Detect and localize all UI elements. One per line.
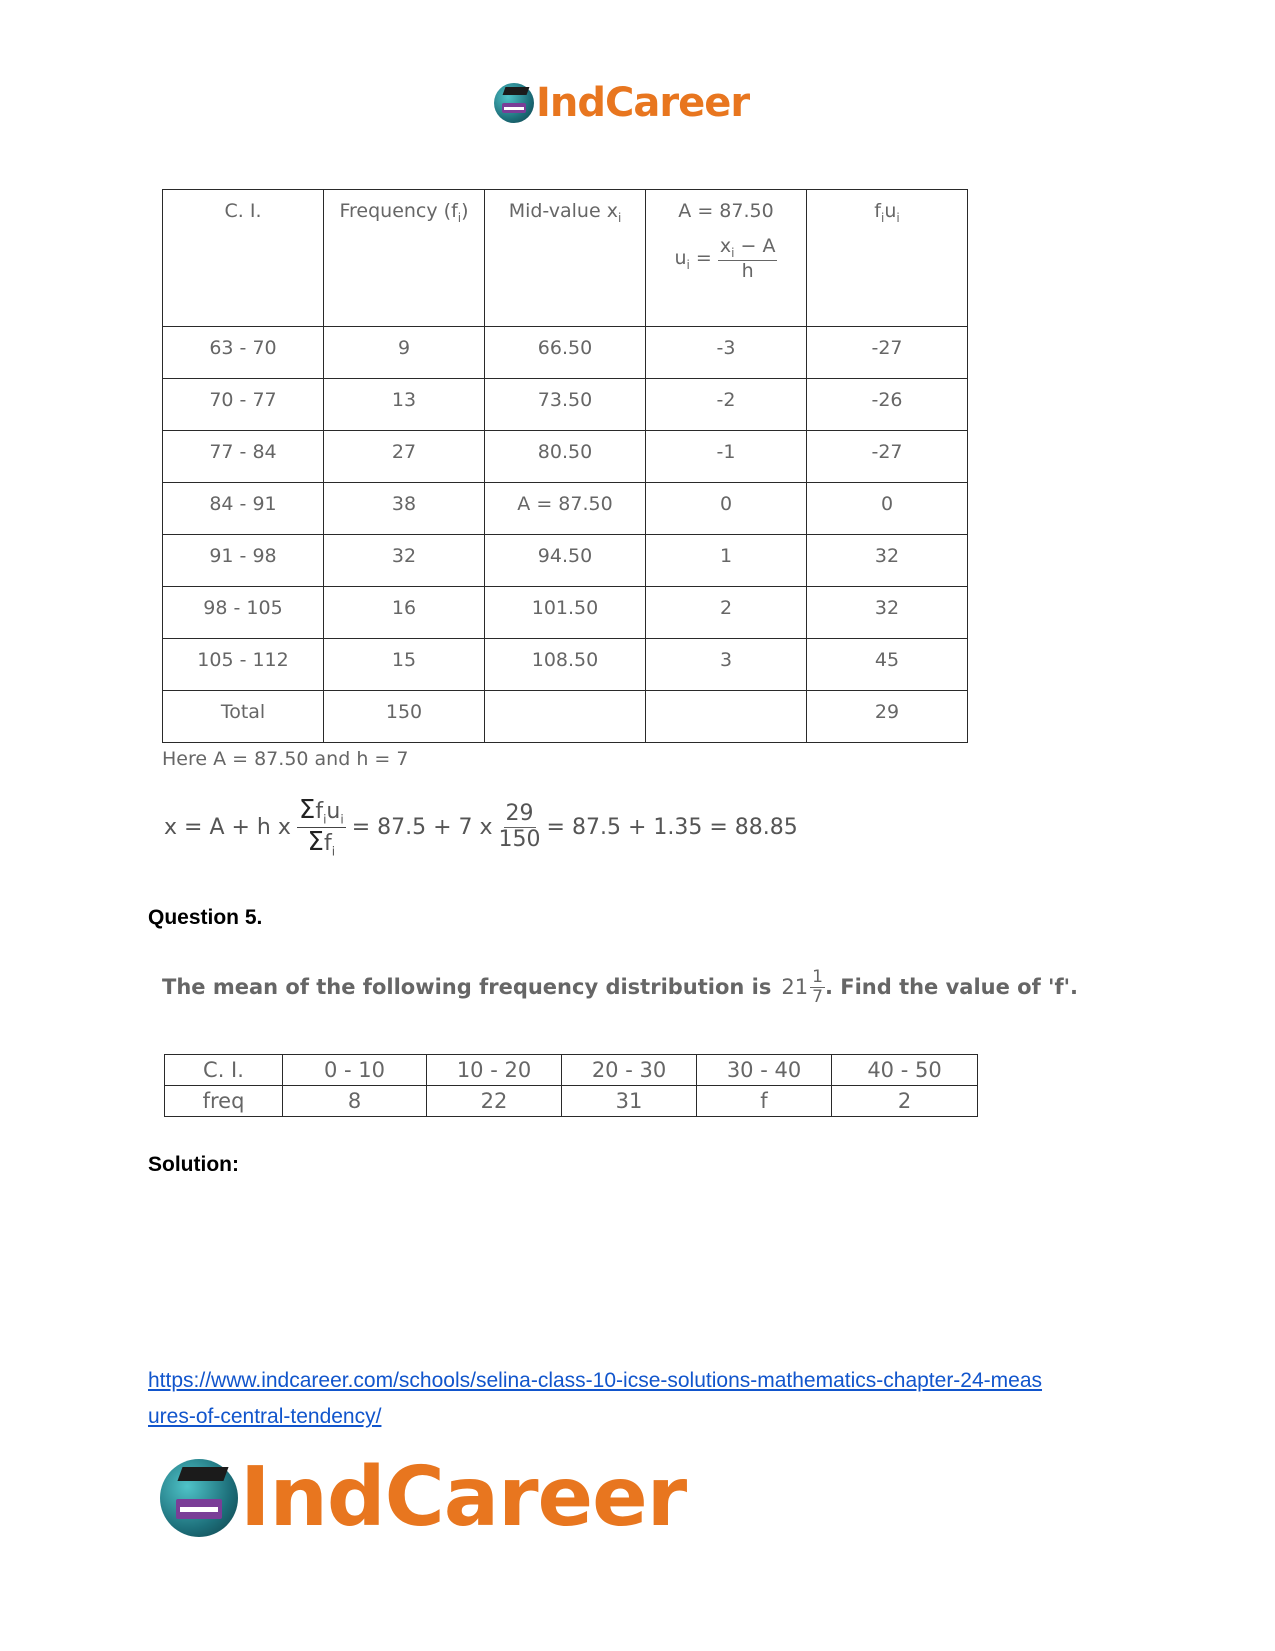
table-header-row [163,190,968,327]
table-row: 63 - 70 9 66.50 -3 -27 [163,327,968,379]
question-table [164,1054,978,1117]
footer-logo [160,1450,686,1545]
source-link[interactable]: https://www.indcareer.com/schools/selina-class-10-icse-solutions-mathematics-chapter-24-meas ures-of-central-tendency/ [148,1369,1043,1428]
mean-formula [164,796,798,858]
header-fiui: $f_iu_i$ [807,190,968,327]
solution-label: Solution: [148,1153,239,1176]
graduation-globe-icon [494,83,534,123]
header-mid-value: Mid-value $x_i$ [485,190,646,327]
table-row: 91 - 98 32 94.50 1 32 [163,535,968,587]
graduation-globe-icon [160,1459,238,1537]
header-frequency: Frequency $(f_i)$ [324,190,485,327]
table-row: 98 - 105 16 101.50 2 32 [163,587,968,639]
value-fraction: $\frac{29}{150}$ [498,801,541,852]
brand-name: IndCareer [240,1450,687,1545]
table-row: C. I. 0 - 10 10 - 20 20 - 30 30 - 40 40 - 50 [165,1055,978,1086]
table-row: 77 - 84 27 80.50 -1 -27 [163,431,968,483]
table-row: freq 8 22 31 f 2 [165,1086,978,1117]
brand-name: IndCareer [536,80,750,126]
header-logo [494,80,749,126]
question-title: Question 5. [148,906,263,929]
question-text: The mean of the following frequency distribution is 21 $\frac{1}{7}$ . Find the value of 'f'. [162,967,1079,1007]
frequency-table [162,189,968,743]
formula-rhs: = 87.5 + 1.35 = 88.85 [546,814,798,840]
formula-mid: = 87.5 + 7 x [351,814,493,840]
header-assumed-mean: A = 87.50 $u_i$ = $\frac{x_i - A}{h}$ [646,190,807,327]
table-row: 84 - 91 38 A = 87.50 0 0 [163,483,968,535]
formula-lhs: x = A + h x [164,814,291,840]
source-link-block [148,1363,1258,1435]
table-row: 70 - 77 13 73.50 -2 -26 [163,379,968,431]
header-ci: C. I. [163,190,324,327]
sum-fraction: $\frac{\Sigma f_iu_i}{\Sigma f_i}$ [298,795,344,858]
table-row: 105 - 112 15 108.50 3 45 [163,639,968,691]
assumption-note: Here A = 87.50 and h = 7 [162,748,409,770]
table-total-row: Total 150 29 [163,691,968,743]
